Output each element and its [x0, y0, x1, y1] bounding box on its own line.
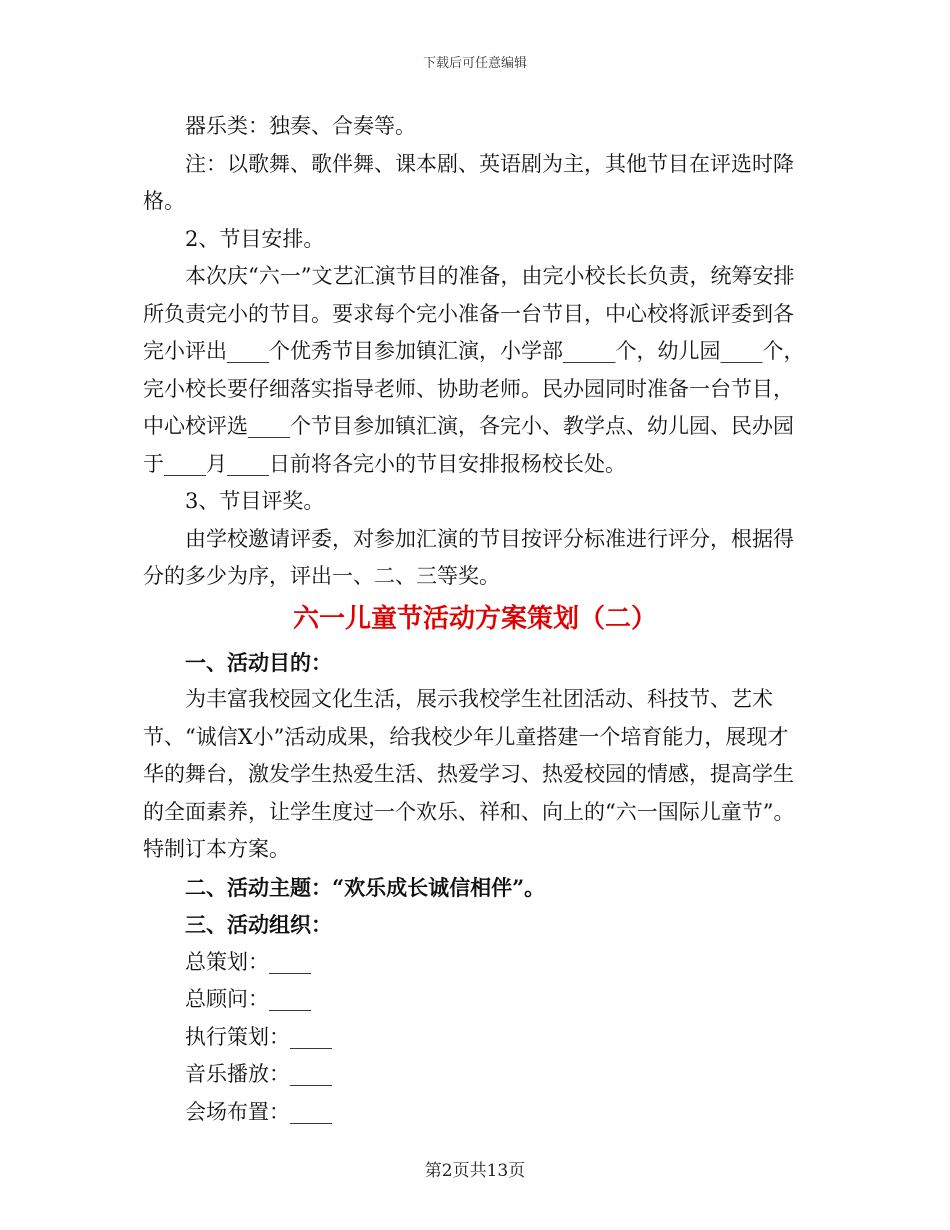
heading-purpose: 一、活动目的：	[185, 649, 332, 675]
heading-organization: 三、活动组织：	[185, 912, 332, 937]
paragraph-arrangement: 本次庆“六一”文艺汇演节目的准备，由完小校长长负责，统筹安排所负责完小的节目。要求每个完小准备一台节目，中心校将派评委到各完小评出____个优秀节目参加镇汇演，小学部_____个，幼儿园____个，完小校长要仔细落实指导老师、协助老师。民办园同时准备一台节目，中心校评选____个节目参加镇汇演，各完小、教学点、幼儿园、民办园于____月____日前将各完小的节目安排报杨校长处。	[143, 264, 805, 476]
role-chief-planner: 总策划：____	[185, 949, 311, 974]
paragraph-award: 由学校邀请评委，对参加汇演的节目按评分标准进行评分，根据得分的多少为序，评出一、二、三等奖。	[143, 526, 794, 588]
role-chief-advisor: 总顾问：____	[185, 987, 311, 1011]
role-music-playback: 音乐播放：____	[185, 1062, 332, 1086]
paragraph-note: 注：以歌舞、歌伴舞、课本剧、英语剧为主，其他节目在评选时降格。	[143, 151, 794, 213]
heading-program-arrangement: 2、节目安排。	[185, 226, 325, 251]
heading-program-award: 3、节目评奖。	[185, 489, 325, 513]
page-header-note: 下载后可任意编辑	[422, 56, 527, 71]
role-venue-setup: 会场布置：____	[185, 1099, 332, 1124]
section-title: 六一儿童节活动方案策划（二）	[292, 603, 657, 634]
paragraph-instruments: 器乐类：独奏、合奏等。	[185, 114, 416, 138]
document-body	[143, 108, 807, 1131]
page-number: 第2页共13页	[424, 1161, 526, 1181]
paragraph-purpose: 为丰富我校园文化生活，展示我校学生社团活动、科技节、艺术节、“诚信X小”活动成果，给我校少年儿童搭建一个培育能力，展现才华的舞台，激发学生热爱生活、热爱学习、热爱校园的情感，提高学生的全面素养，让学生度过一个欢乐、祥和、向上的“六一国际儿童节”。特制订本方案。	[143, 687, 795, 861]
role-executive-planner: 执行策划：____	[185, 1024, 332, 1049]
heading-theme: 二、活动主题：“欢乐成长诚信相伴”。	[185, 874, 546, 900]
